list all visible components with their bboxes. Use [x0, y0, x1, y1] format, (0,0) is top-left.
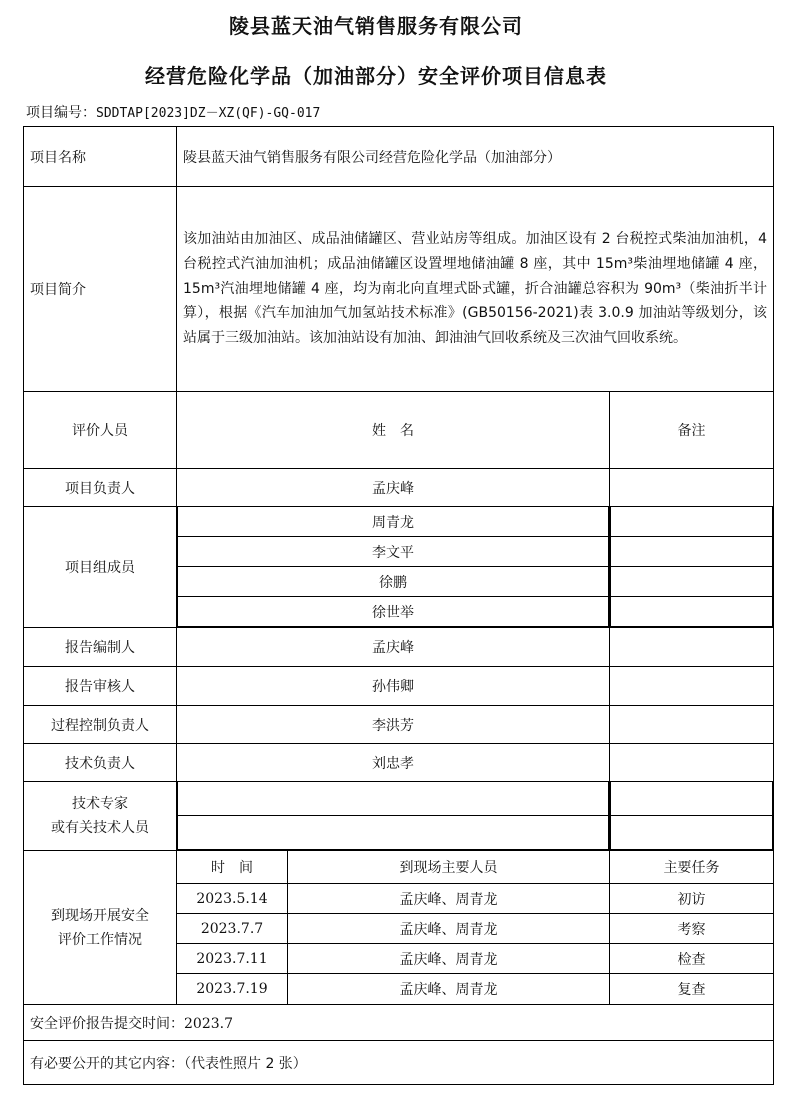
expert-note	[611, 816, 773, 850]
members-row	[24, 507, 774, 628]
other-row	[24, 1041, 774, 1085]
site-people: 孟庆峰、周青龙	[288, 884, 610, 914]
leader-row	[24, 469, 774, 507]
site-time: 2023.5.14	[177, 884, 288, 914]
project-name-label: 项目名称	[24, 127, 177, 187]
process-row	[24, 706, 774, 744]
member-name: 周青龙	[178, 507, 609, 537]
site-time-header: 时 间	[177, 851, 288, 884]
member-note	[611, 597, 773, 627]
tech-row	[24, 744, 774, 782]
site-task-header: 主要任务	[610, 851, 774, 884]
experts-notes	[610, 782, 774, 851]
member-note	[611, 567, 773, 597]
site-header-row	[24, 851, 774, 884]
members-notes	[610, 507, 774, 628]
site-task: 检查	[610, 944, 774, 974]
experts-role-line1: 技术专家	[72, 796, 128, 812]
tech-name: 刘忠孝	[177, 744, 610, 782]
project-intro-value: 该加油站由加油区、成品油储罐区、营业站房等组成。加油区设有 2 台税控式柴油加油机，4 台税控式汽油加油机；成品油储罐区设置埋地储油罐 8 座，其中 15m³柴油埋地储罐 4 座，15m³汽油埋地储罐 4 座，均为南北向直埋式卧式罐，折合油罐总容积为 90m³（柴油折半计算），根据《汽车加油加气加氢站技术标准》(GB50156-2021)表 3.0.9 加油站等级划分，该站属于三级加油站。该加油站设有加油、卸油油气回收系统及三次油气回收系统。	[177, 187, 774, 392]
project-intro-label: 项目简介	[24, 187, 177, 392]
tech-role: 技术负责人	[24, 744, 177, 782]
project-intro-row	[24, 187, 774, 392]
member-name: 徐世举	[178, 597, 609, 627]
experts-role	[24, 782, 177, 851]
project-number-label: 项目编号：	[26, 105, 96, 121]
member-note	[611, 537, 773, 567]
site-people: 孟庆峰、周青龙	[288, 914, 610, 944]
other-cell	[24, 1041, 774, 1085]
experts-row	[24, 782, 774, 851]
reviewer-name: 孙伟卿	[177, 667, 610, 706]
staff-header-row	[24, 392, 774, 469]
compiler-name: 孟庆峰	[177, 628, 610, 667]
site-time: 2023.7.11	[177, 944, 288, 974]
submit-cell	[24, 1005, 774, 1041]
member-name: 李文平	[178, 537, 609, 567]
submit-label: 安全评价报告提交时间：	[30, 1015, 184, 1032]
project-name-value: 陵县蓝天油气销售服务有限公司经营危险化学品（加油部分）	[177, 127, 774, 187]
member-note	[611, 507, 773, 537]
project-name-row	[24, 127, 774, 187]
experts-role-line2: 或有关技术人员	[51, 820, 149, 836]
site-work-label	[24, 851, 177, 1005]
other-value: （代表性照片 2 张）	[184, 1055, 307, 1072]
process-role: 过程控制负责人	[24, 706, 177, 744]
experts-names	[177, 782, 610, 851]
compiler-note	[610, 628, 774, 667]
company-title: 陵县蓝天油气销售服务有限公司	[229, 14, 523, 38]
site-people: 孟庆峰、周青龙	[288, 944, 610, 974]
reviewer-role: 报告审核人	[24, 667, 177, 706]
document-title: 经营危险化学品（加油部分）安全评价项目信息表	[145, 64, 607, 88]
process-note	[610, 706, 774, 744]
reviewer-note	[610, 667, 774, 706]
compiler-role: 报告编制人	[24, 628, 177, 667]
leader-name: 孟庆峰	[177, 469, 610, 507]
site-people: 孟庆峰、周青龙	[288, 974, 610, 1005]
staff-name-header: 姓 名	[177, 392, 610, 469]
site-task: 考察	[610, 914, 774, 944]
info-table	[23, 126, 774, 1085]
leader-note	[610, 469, 774, 507]
submit-row	[24, 1005, 774, 1041]
member-name: 徐鹏	[178, 567, 609, 597]
tech-note	[610, 744, 774, 782]
staff-note-header: 备注	[610, 392, 774, 469]
site-task: 复查	[610, 974, 774, 1005]
site-time: 2023.7.19	[177, 974, 288, 1005]
site-time: 2023.7.7	[177, 914, 288, 944]
project-number-value: SDDTAP[2023]DZ－XZ(QF)-GQ-017	[96, 106, 321, 121]
expert-name	[178, 782, 609, 816]
site-work-label-line2: 评价工作情况	[58, 931, 142, 948]
site-people-header: 到现场主要人员	[288, 851, 610, 884]
members-role: 项目组成员	[24, 507, 177, 628]
process-name: 李洪芳	[177, 706, 610, 744]
compiler-row	[24, 628, 774, 667]
members-names	[177, 507, 610, 628]
expert-note	[611, 782, 773, 816]
reviewer-row	[24, 667, 774, 706]
submit-value: 2023.7	[184, 1015, 233, 1032]
other-label: 有必要公开的其它内容：	[30, 1055, 184, 1072]
leader-role: 项目负责人	[24, 469, 177, 507]
project-number	[26, 102, 320, 122]
expert-name	[178, 816, 609, 850]
site-work-label-line1: 到现场开展安全	[51, 907, 149, 924]
site-task: 初访	[610, 884, 774, 914]
staff-role-header: 评价人员	[24, 392, 177, 469]
